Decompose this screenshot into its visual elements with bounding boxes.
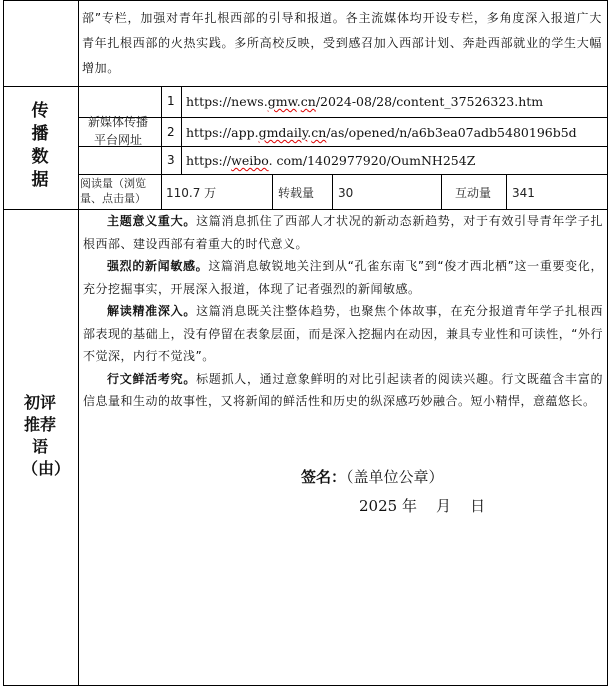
reads-value: 110.7 万: [166, 186, 217, 200]
dissemination-heading: 传播数据: [31, 101, 49, 190]
weibo-link[interactable]: https://weibo. com/1402977920/OumNH254Z: [186, 153, 476, 168]
reposts-value: 30: [338, 186, 354, 200]
row-divider: [3, 0, 608, 1]
article-summary-continuation: 部”专栏，加强对青年扎根西部的引导和报道。各主流媒体均开设专栏，多角度深入报道广大青年扎根西部的火热实践。多所高校反映，受到感召加入西部计划、奔赴西部就业的学生大幅增加。: [82, 11, 602, 75]
link-index: 2: [167, 125, 175, 139]
review-paragraph: 行文鲜活考究。标题抓人，通过意象鲜明的对比引起读者的阅读兴趣。行文既蕴含丰富的信息量和生动的故事性，又将新闻的鲜活性和历史的纵深感巧妙融合。短小精悍，意蕴悠长。: [83, 371, 603, 408]
news-gmw-link[interactable]: https://news.gmw.cn/2024-08/28/content_37526323.htm: [186, 94, 544, 109]
link-index: 1: [167, 94, 175, 108]
date-line: 2025 年 月 日: [359, 497, 486, 515]
col-divider: [3, 0, 4, 686]
review-paragraph: 解读精准深入。这篇消息既关注整体趋势，也聚焦个体故事，在充分报道青年学子扎根西部表现的基础上，没有停留在表象层面，而是深入挖掘内在动因，兼具专业性和可读性，“外行不觉深，内行不觉浅”。: [83, 304, 603, 363]
row-divider: [3, 86, 608, 87]
row-divider: [78, 146, 608, 147]
col-divider: [78, 0, 79, 686]
reads-label: 阅读量（浏览量、点击量）: [80, 177, 146, 205]
app-gmdaily-link[interactable]: https://app.gmdaily.cn/as/opened/n/a6b3ea07adb5480196b5d: [186, 125, 577, 140]
interactions-value: 341: [512, 186, 535, 200]
col-divider: [272, 174, 273, 210]
col-divider: [332, 174, 333, 210]
col-divider: [607, 0, 608, 686]
row-divider: [78, 174, 608, 175]
link-index: 3: [167, 153, 175, 167]
interactions-label: 互动量: [455, 186, 492, 200]
col-divider: [181, 86, 182, 175]
row-divider: [3, 685, 608, 686]
review-comment: [83, 210, 603, 413]
signature-line: 签名：（盖单位公章）: [301, 468, 444, 486]
col-divider: [161, 86, 162, 175]
review-paragraph: 强烈的新闻敏感。这篇消息敏锐地关注到从“孔雀东南飞”到“俊才西北栖”这一重要变化，充分挖掘事实，开展深入报道，体现了记者强烈的新闻敏感。: [83, 259, 603, 296]
col-divider: [506, 174, 507, 210]
col-divider: [441, 174, 442, 210]
col-divider: [161, 174, 162, 210]
reposts-label: 转载量: [278, 186, 315, 200]
review-heading: 初评推荐语（由）: [22, 393, 71, 478]
row-divider: [78, 117, 608, 118]
platform-url-label: 新媒体传播平台网址: [87, 115, 148, 147]
review-paragraph: 主题意义重大。这篇消息抓住了西部人才状况的新动态新趋势，对于有效引导青年学子扎根西部、建设西部有着重大的时代意义。: [83, 214, 603, 251]
